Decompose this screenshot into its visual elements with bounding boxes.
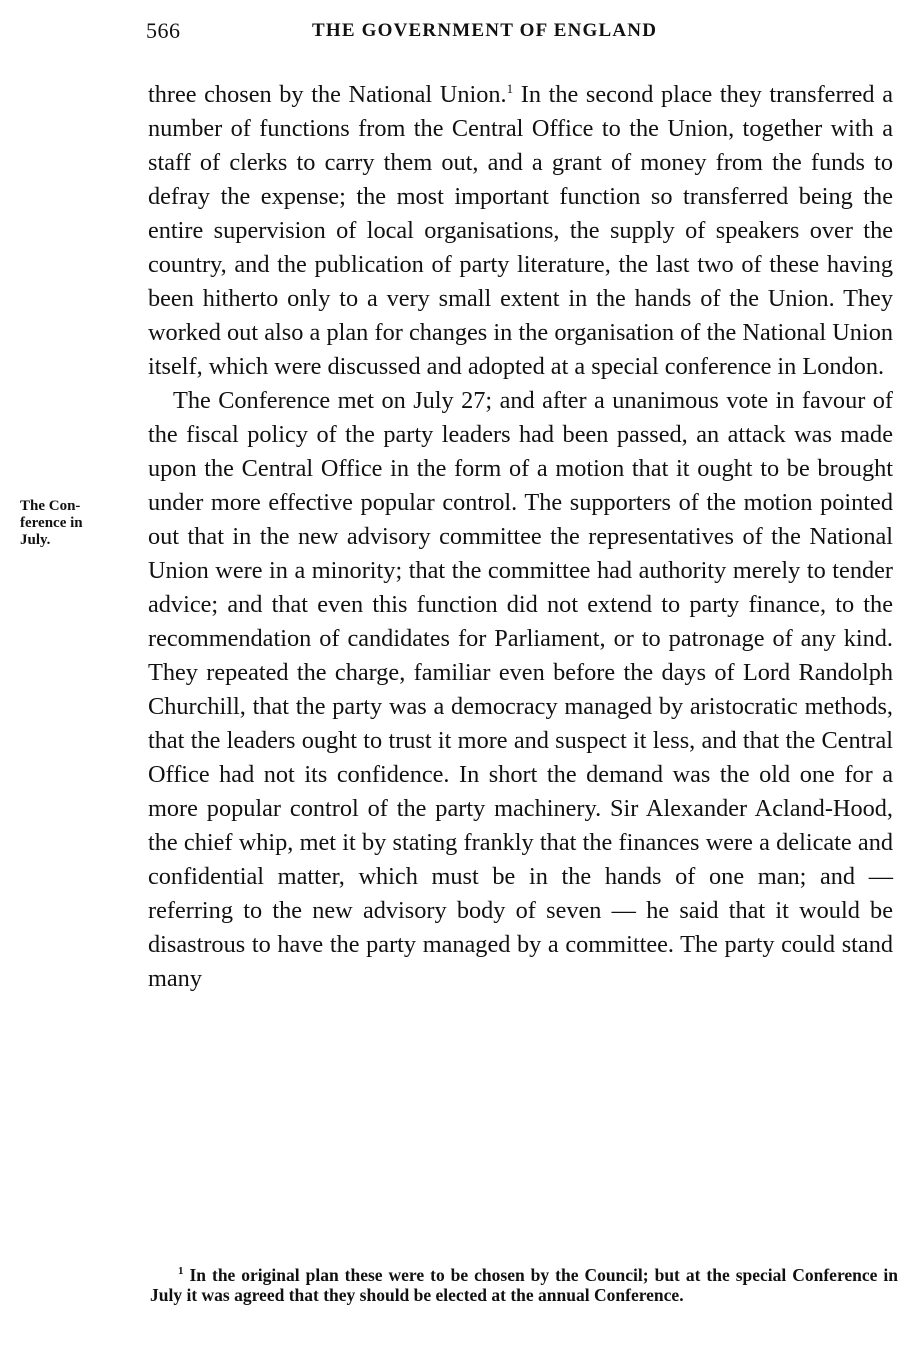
running-head: THE GOVERNMENT OF ENGLAND [312,20,658,41]
marginal-note-line: The Con- [20,498,81,514]
paragraph-2: The Conference met on July 27; and after a unanimous vote in favour of the fiscal policy of the party leaders had been passed, an attack was made upon the Central Office in the form of a motion that it ought to be brought under more effective popular control. The supporters of the motion pointed out that in the new advisory committee the representatives of the National Union were in a minority; that the committee had authority merely to tender advice; and that even this function did not extend to party finance, to the recommendation of candidates for Parliament, or to patronage of any kind. They repeated the charge, familiar even before the days of Lord Randolph Churchill, that the party was a democracy managed by aristocratic methods, that the leaders ought to trust it more and suspect it less, and that the Central Office had not its confidence. In short the demand was the old one for a more popular control of the party machinery. Sir Alexander Acland-Hood, the chief whip, met it by stating frankly that the finances were a delicate and confidential matter, which must be in the hands of one man; and — referring to the new advisory body of seven — he said that it would be disastrous to have the party managed by a committee. The party could stand many [148,387,893,992]
paragraph-1-text-a: three chosen by the National Union. [148,81,507,108]
paragraph-1-text-b: In the second place they transferred a number of functions from the Central Office to the Union, together with a staff of clerks to carry them out, and a grant of money from the funds to defray the expense; the most important function so transferred being the entire supervision of local organisations, the supply of speakers over the country, and the publication of party literature, the last two of these having been hitherto only to a very small extent in the hands of the Union. They worked out also a plan for changes in the organisation of the National Union itself, which were discussed and adopted at a special conference in London. [148,81,893,380]
footnote-reference: 1 [506,80,514,96]
marginal-note [20,498,120,549]
marginal-note-line: July. [20,532,51,548]
page-number: 566 [146,18,181,43]
marginal-note-line: ference in [20,515,83,531]
footnote [150,1265,898,1305]
paragraph-1 [148,78,893,384]
page-header [0,18,918,48]
body-text [148,78,893,996]
footnote-text: In the original plan these were to be chosen by the Council; but at the special Conference in July it was agreed that they should be elected at the annual Conference. [150,1265,898,1305]
footnote-marker: 1 [178,1265,184,1278]
